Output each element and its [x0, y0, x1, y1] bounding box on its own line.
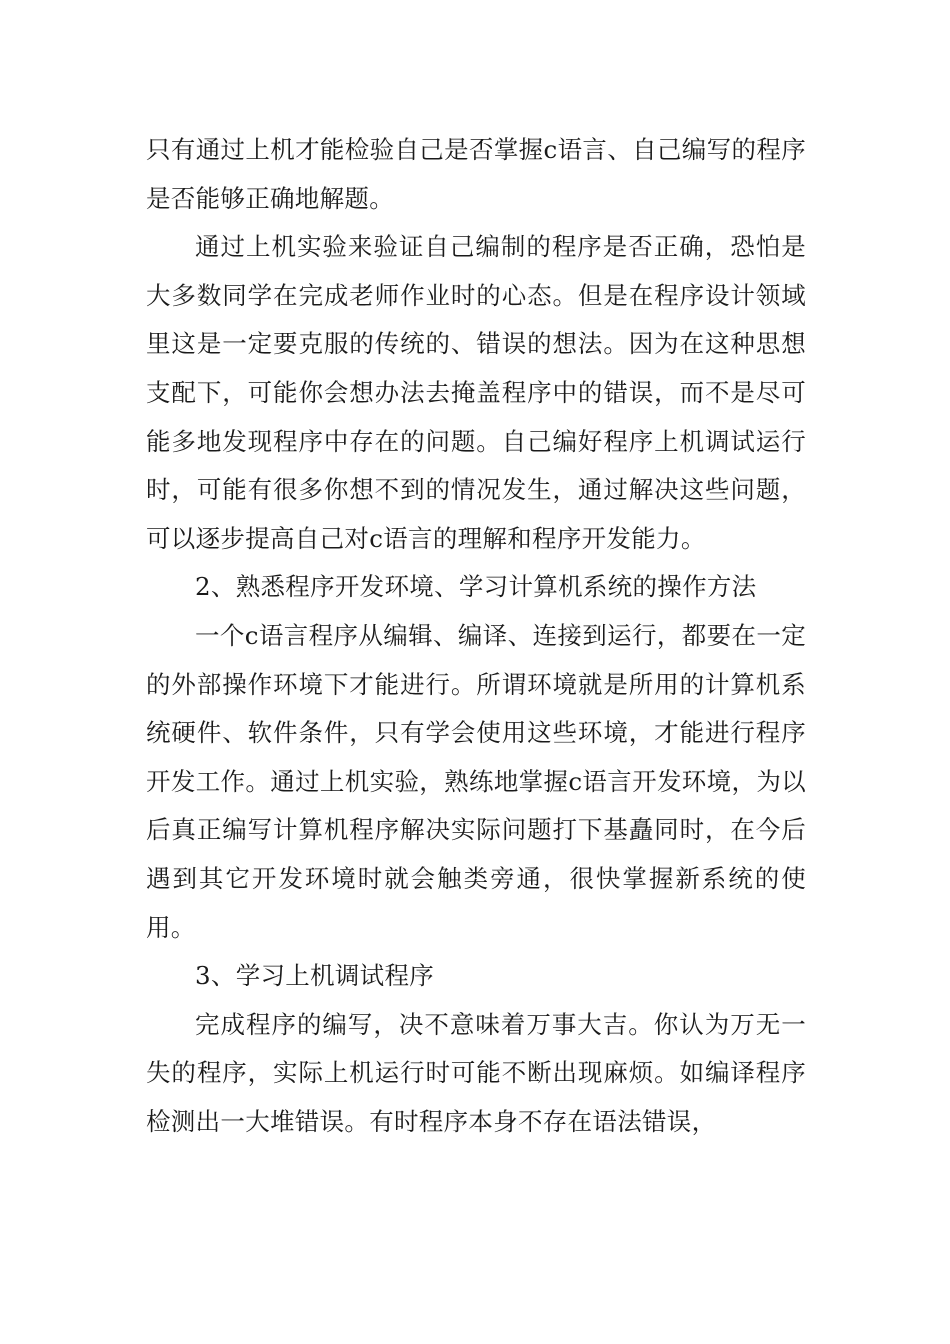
paragraph-1: 只有通过上机才能检验自己是否掌握c语言、自己编写的程序是否能够正确地解题。: [146, 135, 806, 213]
paragraph-2: 通过上机实验来验证自己编制的程序是否正确，恐怕是大多数同学在完成老师作业时的心态。但是在程序设计领域里这是一定要克服的传统的、错误的想法。因为在这种思想支配下，可能你会想办法去掩盖程序中的错误，而不是尽可能多地发现程序中存在的问题。自己编好程序上机调试运行时，可能有很多你想不到的情况发生，通过解决这些问题，可以逐步提高自己对c语言的理解和程序开发能力。: [146, 232, 806, 553]
paragraph-4: 完成程序的编写，决不意味着万事大吉。你认为万无一失的程序，实际上机运行时可能不断出现麻烦。如编译程序检测出一大堆错误。有时程序本身不存在语法错误，: [146, 1009, 806, 1136]
paragraph-3: 一个c语言程序从编辑、编译、连接到运行，都要在一定的外部操作环境下才能进行。所谓环境就是所用的计算机系统硬件、软件条件，只有学会使用这些环境，才能进行程序开发工作。通过上机实验，熟练地掌握c语言开发环境，为以后真正编写计算机程序解决实际问题打下基矗同时，在今后遇到其它开发环境时就会触类旁通，很快掌握新系统的使用。: [146, 620, 806, 942]
section-heading-2: 2、熟悉程序开发环境、学习计算机系统的操作方法: [195, 572, 757, 602]
document-body: [146, 126, 806, 1146]
section-heading-3: 3、学习上机调试程序: [195, 961, 435, 991]
